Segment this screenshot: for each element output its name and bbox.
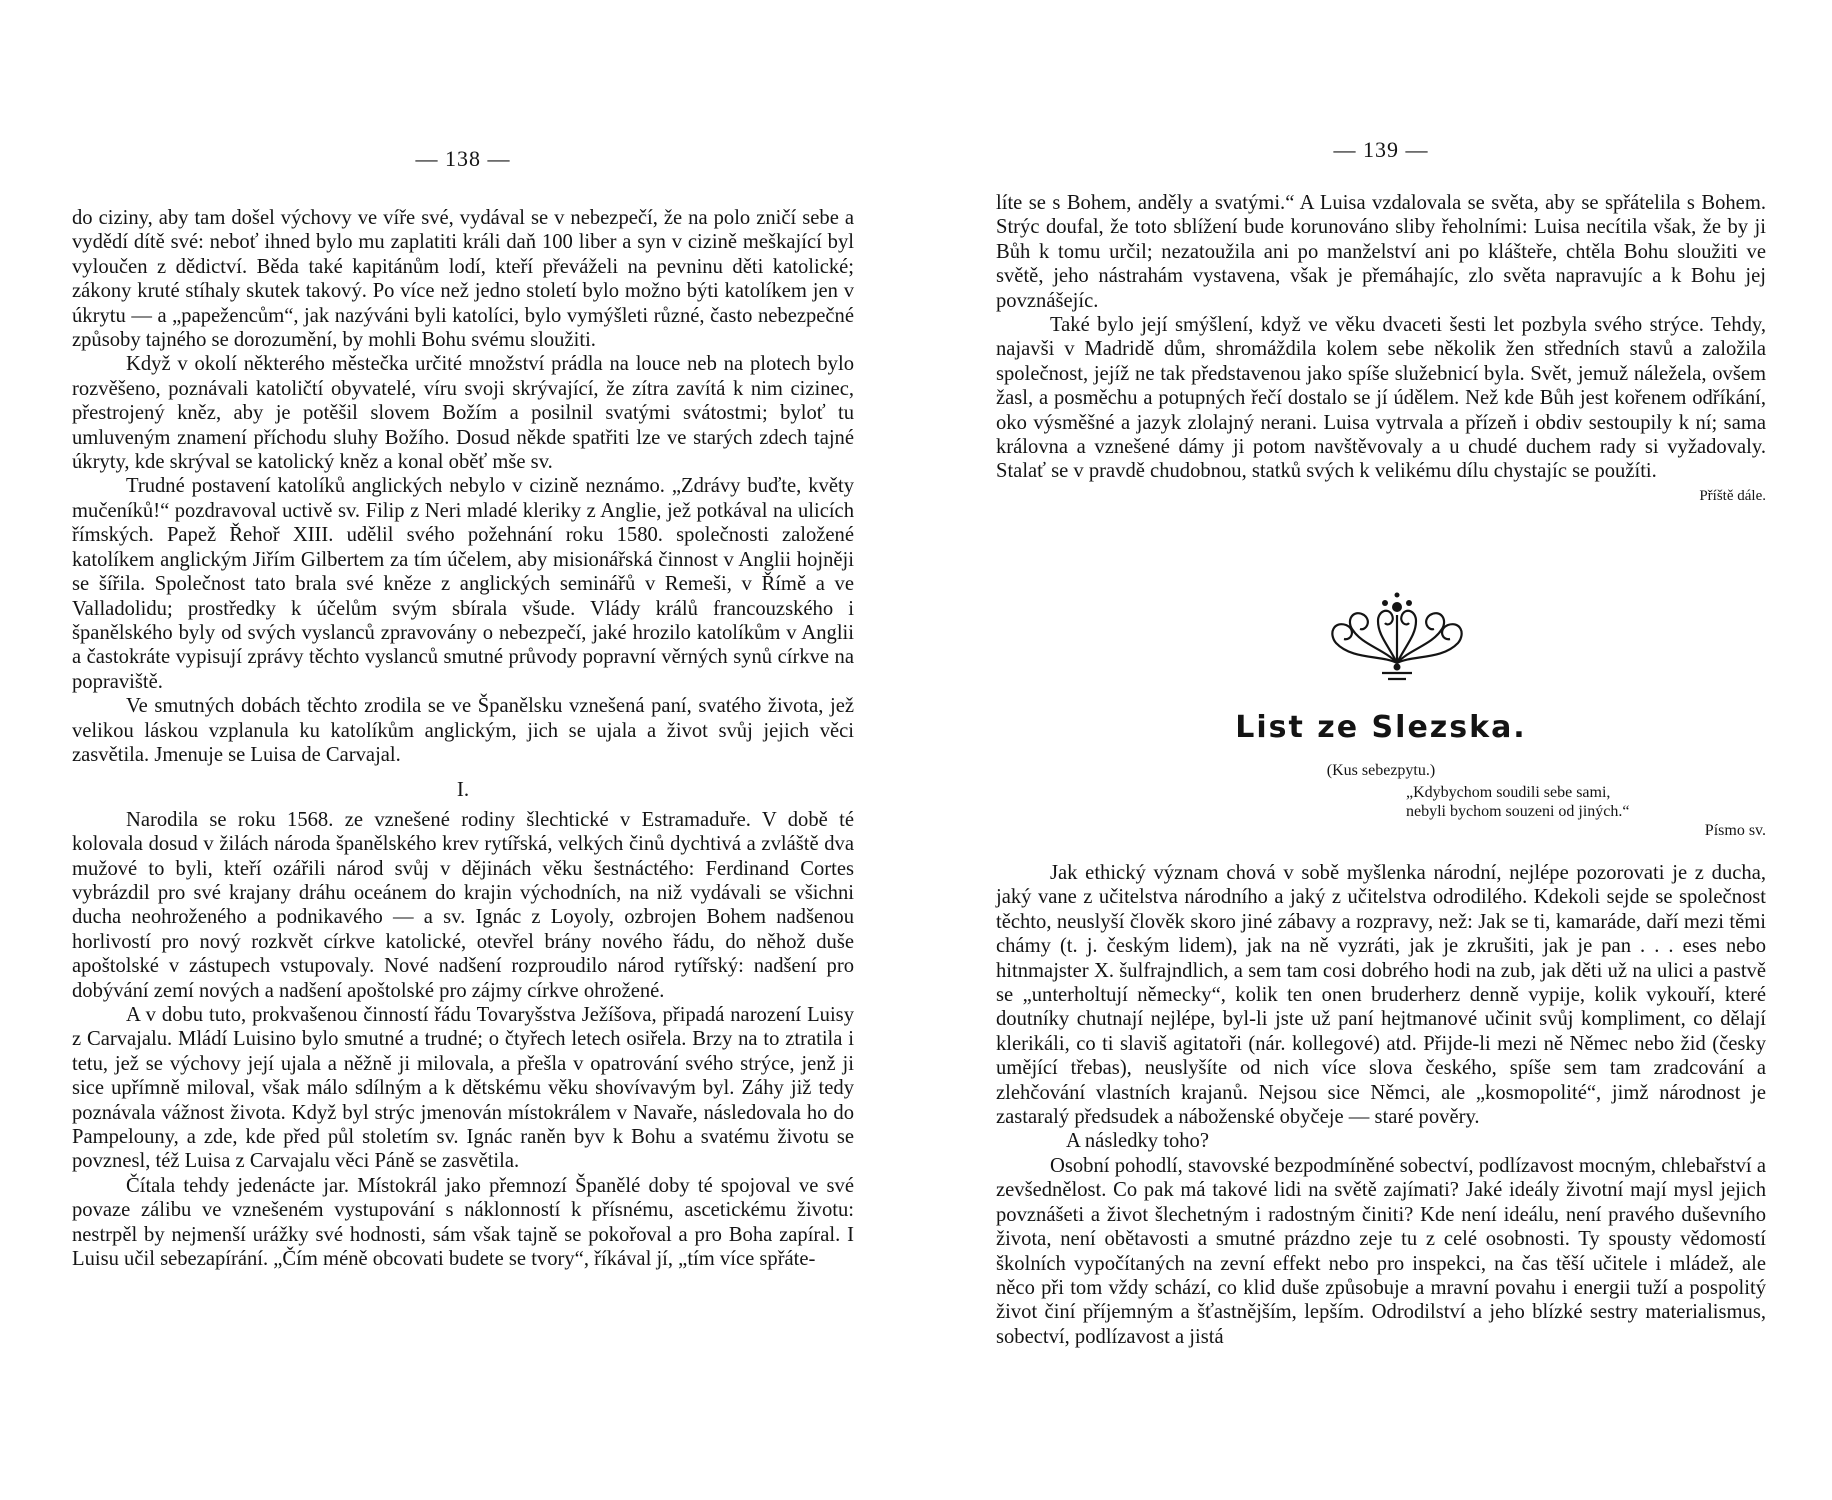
floral-vignette-icon [1322,585,1472,685]
paragraph: do ciziny, aby tam došel výchovy ve víře své, vydával se v nebezpečí, že na polo zničí sebe a vydědí dítě své: neboť ihned bylo mu zaplatiti králi daň 100 liber a syn v cizině meškající byl vyloučen z dědictví. Běda také kapitánům lodí, kteří převáželi na pevninu děti katolické; zákony kruté stíhaly skutek takový. Po více než jedno století bylo možno býti katolíkem jen v úkrytu — a „papežencům“, jak nazýváni byli katolíci, bylo vymýšleti různé, často nebezpečné způsoby tajného se dorozumění, by mohli Bohu svému sloužiti. [72,207,854,352]
paragraph: Když v okolí některého městečka určité množství prádla na louce neb na plotech bylo rozvěšeno, poznávali katoličtí obyvatelé, víru svoji skrývající, že zítra zavítá k nim cizinec, přestrojený kněz, aby je potěšil slovem Božím a posilnil svatými svátostmi; byloť tu umluveným znamení příchodu sluhy Božího. Dosud někde spatřiti lze ve starých zdech tajné úkryty, kde skrýval se katolický kněz a konal oběť mše sv. [72,353,854,474]
article-subtitle: (Kus sebezpytu.) [1326,762,1436,779]
right-page [996,0,1766,1500]
epigraph-source: Písmo sv. [1704,822,1766,839]
epigraph [1406,783,1766,840]
paragraph: Ve smutných dobách těchto zrodila se ve Španělsku vznešená paní, svatého života, jež velikou láskou vzplanula ku katolíkům anglickým, jich se ujala a život svůj jejich věci zasvětila. Jmenuje se Luisa de Carvajal. [72,695,854,766]
page-number-right: — 139 — [1333,137,1429,162]
paragraph: Osobní pohodlí, stavovské bezpodmíněné sobectví, podlízavost mocným, chlebařství a zevšednělost. Co pak má takové lidi na světě zajímati? Jaké ideály životní mají mysl jejich povznášeti a život šlechetným i radostným činiti? Kde není ideálu, není pravého duševního života, není obětavosti a smutné prázdno zeje tu z celé osobnosti. Ty spousty vědomostí školních vypočítaných na zevní effekt nebo pro inspekci, na čas těší učitele i mládež, ale něco při tom vždy schází, co klid duše způsobuje a mravní povahu i energii tuží a pospolitý život činí příjemným a šťastnějším, lepším. Odrodilství a jeho blízké sestry materialismus, sobectví, podlízavost a jistá [996,1154,1766,1348]
paragraph: Jak ethický význam chová v sobě myšlenka národní, nejlépe pozorovati je z ducha, jaký vane z učitelstva národního a jaký z učitelstva odrodilého. Kdekoli sejde se společnost těchto, neuslyší člověk skoro jiné zábavy a rozpravy, než: Jak se ti, kamaráde, daří mezi těmi chámy (t. j. českým lidem), jak na ně vyzráti, jak je zkrušiti, jak je pan . . . eses nebo hitnmajster X. šulfrajndlich, a sem tam cosi dobrého hodi na zub, jak děti už na ulici a pastvě se „unterholtují německy“, kolik ten onen bruderherz denně vypije, kolik vykouří, které doutníky chutnají nejlépe, byl-li jste už paní hejtmanové učinit svůj kompliment, co dělají klerikáli, co ti slaviš agitatoři (nár. kollegové) atd. Přijde-li mezi ně Němec nebo žid (česky umějící třebas), neuslyšíte od nich více slova českého, spíše sem tam zradcování a zlehčování vlastních krajanů. Nejsou sice Němci, ale „kosmopolité“, jimž národnost je zastaralý předsudek a náboženské obyčeje — staré pověry. [996,862,1766,1129]
continuation-note: Příště dále. [1699,487,1766,504]
paragraph: Trudné postavení katolíků anglických nebylo v cizině neznámo. „Zdrávy buďte, květy mučeníků!“ pozdravoval uctivě sv. Filip z Neri mladé kleriky z Anglie, jež potkával na ulicích římských. Papež Řehoř XIII. udělil svého požehnání roku 1580. společnosti založené katolíkem anglickým Jiřím Gilbertem za tím účelem, aby misionářská činnost v Anglii hojněji se šířila. Společnost tato brala své kněze z anglických seminářů v Remeši, v Římě a ve Valladolidu; prostředky k účelům svým sbírala všude. Vlády králů francouzského i španělského byly od svých vyslanců zpravovány o nebezpečí, jaké hrozilo katolíkům v Anglii a častokráte vypisují zprávy těchto vyslanců smutné průvody popravní věrných synů církve na popraviště. [72,475,854,693]
page-number-left: — 138 — [415,146,511,171]
article-body [996,861,1766,1349]
paragraph: A v dobu tuto, prokvašenou činností řádu Tovaryšstva Ježíšova, připadá narození Luisy z Carvajalu. Mládí Luisino bylo smutné a trudné; o čtyřech letech osiřela. Brzy na to ztratila i tetu, jež se výchovy její ujala a něžně ji milovala, a přešla v opatrování svého strýce, jenž ji sice upřímně miloval, však málo sdílným a k dětskému věku shovívavým byl. Záhy již tedy poznávala vážnost života. Když byl strýc jmenován místokrálem v Navaře, následovala ho do Pampelouny, a zde, kde před půl stoletím sv. Ignác raněn byv k Bohu a svatému životu se povznesl, též Luisa z Carvajalu věci Páně se zasvětila. [72,1004,854,1173]
article-title: List ze Slezska. [1235,710,1527,745]
paragraph: Čítala tehdy jedenácte jar. Místokrál jako přemnozí Španělé doby té spojoval ve své povaze zálibu ve vznešeném vystupování s náklonností k přísnému, ascetickému životu: nestrpěl by nejmenší urážky své hodnosti, sám však tajně se pokořoval a pro Boha zapíral. I Luisu učil sebezapírání. „Čím méně obcovati budete se tvory“, říkával jí, „tím více spřáte- [72,1174,854,1271]
paragraph: A následky toho? [1066,1130,1209,1153]
epigraph-line: „Kdybychom soudili sebe sami, [1406,784,1611,801]
paragraph-text: Také bylo její smýšlení, když ve věku dvaceti šesti let pozbyla svého strýce. Tehdy, najavši v Madridě dům, shromáždila kolem sebe několik žen středních stavů a založila společnost, jejíž ne tak představenou jako spíše služebnicí byla. Svět, jemuž náležela, ovšem žasl, a posměchu a potupných řečí dostalo se jí údělem. Než kde Bůh jest kořenem odříkání, oko výsměšné a jazyk zlolajný nerani. Luisa vytrvala a přízeň i obdiv sestoupily k ní; sama královna a vznešené dámy ji potom navštěvovaly a u chudé duchem rady si vyžadovaly. Stalať se v pravdě chudobnou, statků svých k velikému dílu chystajíc se použíti. [996,314,1766,483]
paragraph [996,313,1766,504]
right-page-body [996,191,1766,508]
section-heading: I. [456,777,470,802]
left-page-body [72,206,854,1271]
epigraph-line: nebyli bychom souzeni od jiných.“ [1406,803,1630,820]
paragraph: Narodila se roku 1568. ze vznešené rodiny šlechtické v Estramaduře. V době té kolovala dosud v žilách národa španělského krev rytířská, velkých činů dychtivá a zvláště dva mužové to byli, kteří ozářili národ svůj v dějinách věku šestnáctého: Ferdinand Cortes vybrázdil pro své krajany dráhu oceánem do krajin východních, na niž vydávali se všichni ducha neohroženého a podnikavého — a sv. Ignác z Loyoly, ozbrojen Bohem nadšenou horlivostí pro nový rozkvět církve katolické, otevřel brány nového řádu, do něhož duše apoštolské v zástupech vstupovaly. Nové nadšení rozproudilo národ rytířský: nadšení pro dobývání zemí nových a nadšení apoštolské pro zájmy církve ohrožené. [72,808,854,1002]
left-page [72,0,854,1500]
paragraph: líte se s Bohem, anděly a svatými.“ A Luisa vzdalovala se světa, aby se spřátelila s Bohem. Strýc doufal, že toto sblížení bude korunováno sliby řeholními: Luisa necítila však, že by ji Bůh k tomu určil; nezatoužila ani po manželství ani po klášteře, chtěla Bohu sloužiti ve světě, jeho nástrahám vystavena, však je přemáhajíc, zlo světa napravujíc a k Bohu jej povznášejíc. [996,192,1766,312]
